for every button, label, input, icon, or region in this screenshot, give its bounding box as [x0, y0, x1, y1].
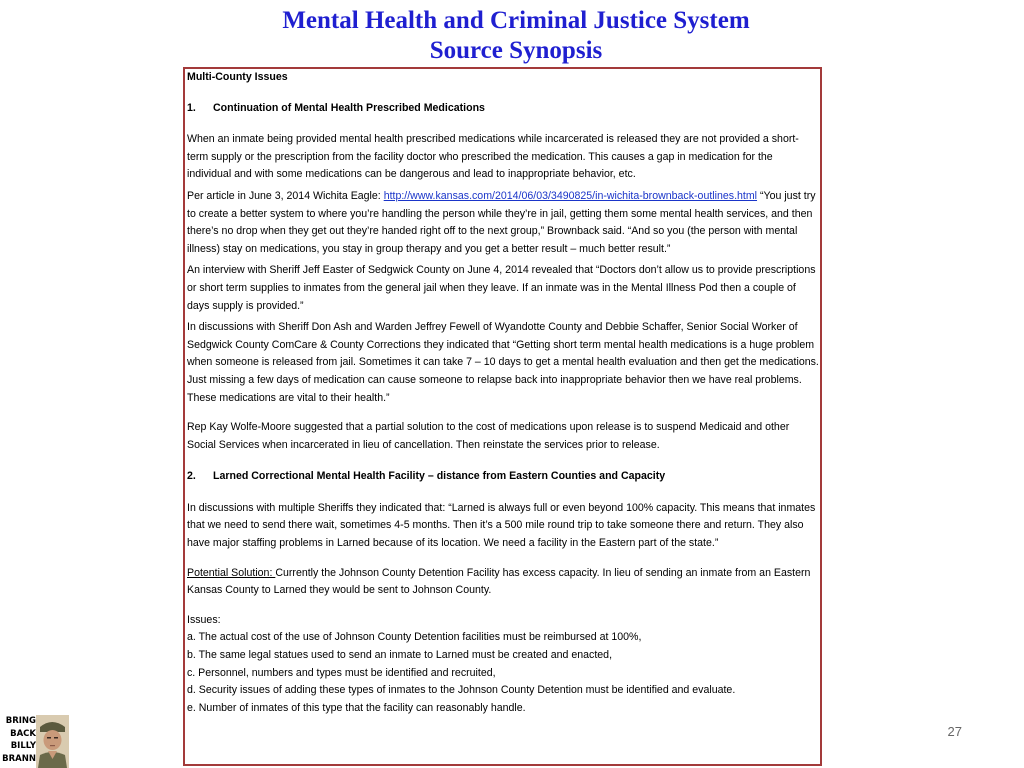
paragraph-2 [187, 188, 819, 258]
logo-line: BRANN [2, 753, 36, 764]
logo-text [2, 715, 36, 765]
section-1-title [187, 100, 819, 118]
section-2-title [187, 468, 819, 486]
document-body [187, 69, 819, 717]
section-2-label: Larned Correctional Mental Health Facility – distance from Eastern Counties and Capacity [213, 470, 666, 483]
soldier-photo-icon [36, 715, 69, 768]
section-1-number: 1. [187, 101, 196, 114]
issues-label: Issues: [187, 613, 221, 626]
paragraph-7-text: Currently the Johnson County Detention Facility has excess capacity. In lieu of sending an inmate from an Eastern Kansas County to Larned they would be sent to Johnson County. [187, 566, 811, 597]
page-number: 27 [947, 724, 962, 739]
section-2-number: 2. [187, 470, 196, 483]
logo-line: BILLY [10, 741, 36, 751]
title-line-2: Source Synopsis [429, 37, 603, 64]
section-1-label: Continuation of Mental Health Prescribed Medications [213, 101, 485, 114]
paragraph-6: In discussions with multiple Sheriffs they indicated that: “Larned is always full or even beyond 100% capacity. This means that inmates that we need to send there wait, sometimes 4-5 months. Then it’s a 500 mile round trip to take someone there and return. They also have major staffing problems in Larned because of its location. We need a facility in the Eastern part of the state.” [187, 501, 816, 550]
slide-title [0, 6, 1024, 66]
paragraph-1: When an inmate being provided mental health prescribed medications while incarcerated is released they are not provided a short-term supply or the prescription from the facility doctor who prescribed the medication. This causes a gap in medication for the individual and with some medications can be dangerous and lead to inappropriate behavior, etc. [187, 133, 799, 181]
paragraph-3: An interview with Sheriff Jeff Easter of Sedgwick County on June 4, 2014 revealed that “Doctors don’t allow us to provide prescriptions or short term supplies to inmates from the general jail when they leave. If an inmate was in the Mental Illness Pod then a couple of days supply is provided.” [187, 264, 816, 312]
paragraph-2-prefix: Per article in June 3, 2014 Wichita Eagle: [187, 189, 384, 202]
logo-line: BACK [10, 728, 36, 739]
paragraph-5: Rep Kay Wolfe-Moore suggested that a partial solution to the cost of medications upon release is to suspend Medicaid and other Social Services when incarcerated in lieu of cancellation. Then reinstate the services prior to release. [187, 421, 790, 451]
bring-back-billy-logo [0, 715, 70, 768]
issue-item-a: a. The actual cost of the use of Johnson County Detention facilities must be reimbursed at 100%, [187, 631, 642, 644]
section-heading: Multi-County Issues [187, 71, 288, 83]
title-line-1: Mental Health and Criminal Justice System [282, 7, 750, 34]
paragraph-7 [187, 565, 819, 600]
article-link[interactable]: http://www.kansas.com/2014/06/03/3490825/in-wichita-brownback-outlines.html [383, 189, 758, 202]
issue-item-d: d. Security issues of adding these types of inmates to the Johnson County Detention must be identified and evaluate. [187, 684, 736, 697]
logo-line: BRING [5, 716, 36, 726]
paragraph-2-quote: “You just try to create a better system to where you’re handling the person while they’re in jail, getting them some mental health services, and then there’s no drop when they get out they’re handed right off to the next group,” Brownback said. “And so you (the person with mental illness) stay on medications, you stay in group therapy and you get a better result – much better result.” [187, 189, 816, 255]
potential-solution-label: Potential Solution: [187, 566, 276, 579]
issue-item-b: b. The same legal statues used to send an inmate to Larned must be created and enacted, [187, 649, 613, 662]
issue-item-e: e. Number of inmates of this type that the facility can reasonably handle. [187, 701, 526, 714]
issue-item-c: c. Personnel, numbers and types must be identified and recruited, [187, 666, 496, 679]
paragraph-4: In discussions with Sheriff Don Ash and Warden Jeffrey Fewell of Wyandotte County and Debbie Schaffer, Senior Social Worker of Sedgwick County ComCare & County Corrections they indicated that “Getting short term mental health medications is a huge problem when someone is released from jail. Sometimes it can take 7 – 10 days to get a mental health evaluation and then get the medications. Just missing a few days of medication can cause someone to relapse back into inappropriate behavior then we have real problems. These medications are vital to their health.” [187, 321, 819, 404]
